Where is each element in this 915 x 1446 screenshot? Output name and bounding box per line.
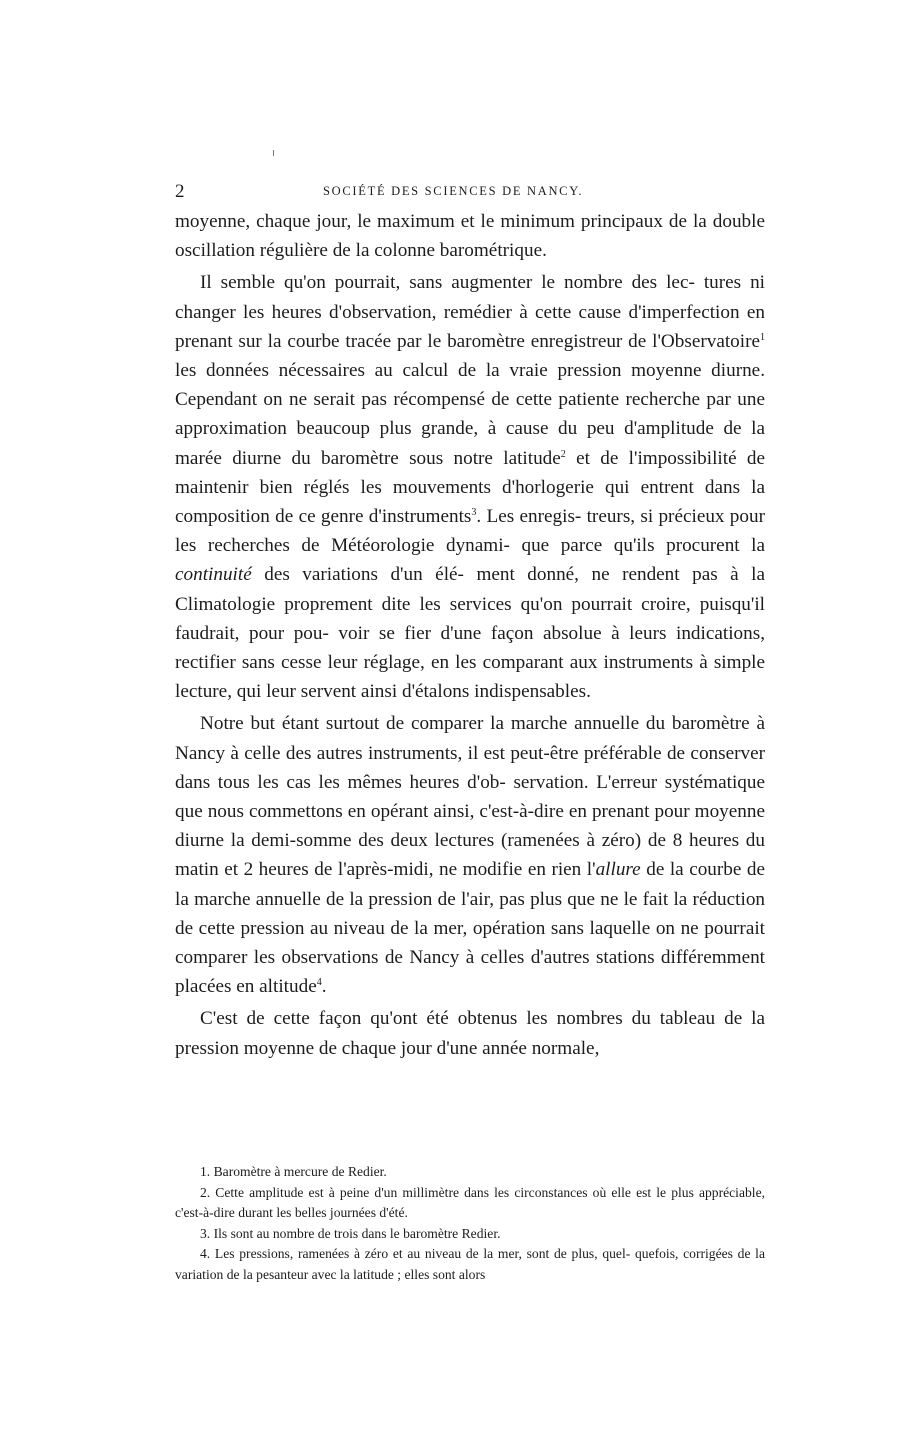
text-line: 2 heures de l'après-midi, ne modifie en rien l': [243, 859, 596, 881]
footnote-line: quefois, corrigées de la variation de la pesanteur avec la latitude ; elles sont alors: [175, 1246, 765, 1282]
text-line: de la double oscillation régulière de la colonne barométrique.: [175, 211, 765, 262]
page-number: 2: [175, 181, 185, 202]
footnote-ref-1: 1: [760, 331, 765, 343]
footnote-3: 3. Ils sont au nombre de trois dans le baromètre Redier.: [200, 1225, 501, 1241]
text-line: de la marche annuelle de la pression de l'air, pas plus que ne le: [175, 859, 766, 910]
footnote-line: 4. Les pressions, ramenées à zéro et au niveau de la mer, sont de plus, quel-: [200, 1246, 631, 1261]
text-line: maintenir bien réglés les mouvements d'horlogerie qui entrent: [175, 476, 694, 498]
text-line: enregistreur de l'Observatoire: [530, 330, 760, 352]
text-line: moyenne, chaque jour, le maximum et le minimum principaux: [175, 211, 663, 232]
text-line: baromètre à Nancy à celle des autres instruments, il est peut-être: [175, 713, 766, 764]
paragraph-2: [175, 268, 765, 706]
text-line: ainsi, c'est-à-dire en prenant pour moyenne diurne la demi-somme: [175, 801, 765, 852]
footnote-line: 2. Cette amplitude est à peine d'un millimètre dans les circonstances où elle est: [200, 1184, 652, 1200]
footnote-2: [175, 1183, 765, 1224]
paragraph-1: [175, 207, 765, 265]
text-line: des deux lectures (ramenées à zéro) de 8 heures du matin et: [175, 830, 765, 881]
text-line: Il semble qu'on pourrait, sans augmenter le nombre des lec-: [200, 272, 695, 294]
running-title: SOCIÉTÉ DES SCIENCES DE NANCY.: [323, 184, 584, 198]
text-line: servation. L'erreur systématique que nous commettons en opérant: [175, 771, 765, 823]
footnote-4: [175, 1244, 765, 1285]
text-line: C'est de cette façon qu'ont été obtenus les nombres du tableau: [200, 1008, 716, 1030]
text-line: des variations d'un élé-: [264, 564, 464, 586]
footnote-ref-4: 4: [316, 977, 322, 989]
italic-term: allure: [595, 859, 641, 881]
text-line: fait la réduction de cette pression au niveau de la mer, opération: [175, 888, 766, 939]
text-line: préférable de conserver dans tous les cas les mêmes heures d'ob-: [175, 742, 766, 793]
text-line: de la courbe: [646, 859, 742, 881]
text-line: treurs, si précieux pour les recherches de Météorologie dynami-: [175, 506, 765, 557]
text-line: à celles d'autres stations différemment placées en altitude: [175, 947, 766, 998]
text-line: les services qu'on pourrait croire, puisqu'il faudrait, pour pou-: [175, 593, 766, 644]
text-line: tures ni changer les heures d'observation, remédier à cette cause: [175, 272, 766, 323]
footnotes: [175, 1162, 765, 1285]
footnote-1: 1. Baromètre à mercure de Redier.: [200, 1164, 387, 1179]
footnote-ref-2: 2: [560, 448, 566, 460]
text-line: de la pression moyenne de chaque jour d'une année normale,: [175, 1008, 765, 1059]
print-mark: [273, 150, 274, 156]
text-line: les données nécessaires au calcul: [175, 360, 449, 382]
paragraph-4: [175, 1004, 765, 1062]
text-line: que parce qu'ils procurent la: [521, 535, 766, 557]
text-line: de la vraie pression moyenne diurne. Cependant on ne serait pas: [175, 360, 765, 411]
text-line: Notre but étant surtout de comparer la marche annuelle du: [200, 713, 666, 735]
text-line: sans laquelle on ne pourrait comparer les observations de Nancy: [175, 917, 766, 969]
text-line: diurne du baromètre sous notre latitude: [232, 447, 561, 469]
main-text: [175, 207, 765, 1063]
text-line: voir se fier d'une façon absolue à leurs indications, rectifier sans: [175, 622, 765, 674]
italic-term: continuité: [175, 564, 252, 586]
text-line: cesse leur réglage, en les comparant aux instruments à simple: [281, 652, 766, 674]
text-line: lecture, qui leur servent ainsi d'étalons indispensables.: [175, 681, 591, 703]
text-line: et de l'impossibilité de: [576, 447, 766, 469]
text-line: beaucoup plus grande, à cause du peu d'amplitude de la marée: [175, 418, 766, 469]
text-line: d'imperfection en prenant sur la courbe tracée par le baromètre: [175, 301, 765, 352]
text-line: . Les enregis-: [476, 506, 582, 528]
text-line: ment donné, ne rendent pas à la Climatologie proprement dite: [175, 564, 766, 615]
running-header: [175, 181, 765, 205]
footnote-line: le plus appréciable, c'est-à-dire durant les belles journées d'été.: [175, 1184, 765, 1220]
text-line: dans la composition de ce genre d'instruments: [175, 476, 765, 528]
footnote-ref-3: 3: [471, 507, 477, 519]
text-line: récompensé de cette patiente recherche par une approximation: [175, 389, 765, 440]
paragraph-3: [175, 709, 765, 1001]
text-line: .: [321, 976, 327, 998]
